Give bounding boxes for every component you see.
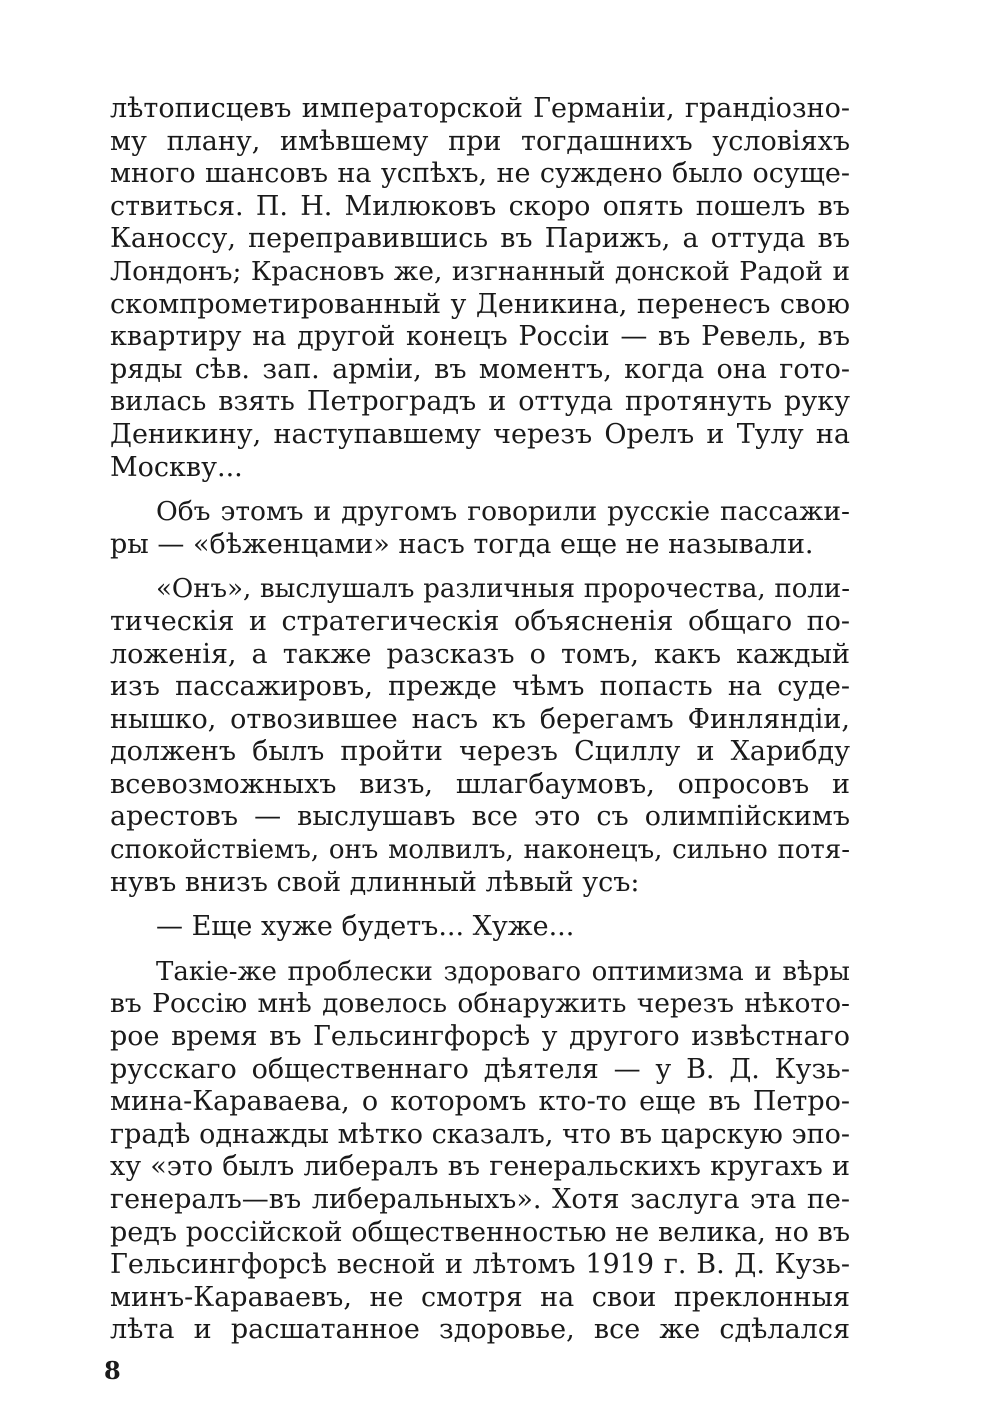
body-text: [110, 93, 850, 1347]
text-line: Деникину, наступавшему черезъ Орелъ и Тулу на: [110, 418, 850, 450]
text-line: ложенія, а также разсказъ о томъ, какъ каждый: [110, 638, 850, 670]
text-line: ряды сѣв. зап. арміи, въ моментъ, когда она гото-: [110, 353, 850, 385]
text-line: Такіе-же проблески здороваго оптимизма и вѣры: [156, 956, 850, 987]
text-line: долженъ былъ пройти черезъ Сциллу и Харибду: [110, 736, 850, 768]
text-line: мина-Караваева, о которомъ кто-то еще въ Петро-: [110, 1086, 850, 1118]
text-line: изъ пассажировъ, прежде чѣмъ попасть на суде-: [110, 671, 850, 703]
text-line: Лондонъ; Красновъ же, изгнанный донской Радой и: [110, 255, 850, 287]
text-line: генералъ—въ либеральныхъ». Хотя заслуга эта пе-: [110, 1184, 850, 1215]
text-line: Каноссу, переправившись въ Парижъ, а оттуда въ: [110, 223, 850, 255]
text-line: «Онъ», выслушалъ различныя пророчества, поли-: [156, 574, 850, 605]
text-line: ствиться. П. Н. Милюковъ скоро опять пошелъ въ: [110, 190, 850, 222]
text-line: спокойствіемъ, онъ молвилъ, наконецъ, сильно потя-: [110, 835, 850, 866]
text-line: градѣ однажды мѣтко сказалъ, что въ царскую эпо-: [110, 1118, 850, 1150]
page-number: 8: [104, 1356, 121, 1385]
text-line: Объ этомъ и другомъ говорили русскіе пассажи-: [156, 496, 850, 528]
text-line: всевозможныхъ визъ, шлагбаумовъ, опросовъ и: [110, 768, 850, 800]
text-line: нышко, отвозившее насъ къ берегамъ Финляндіи,: [110, 703, 850, 735]
text-line: арестовъ — выслушавъ все это съ олимпійскимъ: [110, 801, 850, 833]
text-line: ры — «бѣженцами» насъ тогда еще не называли.: [110, 528, 814, 560]
text-line: скомпрометированный у Деникина, перенесъ свою: [110, 288, 850, 320]
text-line: Москву...: [110, 451, 243, 483]
text-line: му плану, имѣвшему при тогдашнихъ условіяхъ: [110, 125, 850, 157]
text-line: рое время въ Гельсингфорсѣ у другого извѣстнаго: [110, 1021, 850, 1053]
text-line: лѣтописцевъ императорской Германіи, грандіозно-: [110, 93, 850, 124]
text-line: много шансовъ на успѣхъ, не суждено было осуще-: [110, 158, 850, 190]
text-line: квартиру на другой конецъ Россіи — въ Ревель, въ: [110, 321, 850, 353]
text-line: редъ россійской общественностью не велика, но въ: [110, 1216, 850, 1248]
text-line: русскаго общественнаго дѣятеля — у В. Д. Кузь-: [110, 1053, 850, 1085]
text-line: минъ-Караваевъ, не смотря на свои преклонныя: [110, 1281, 850, 1313]
text-line: ху «это былъ либералъ въ генеральскихъ кругахъ и: [110, 1151, 850, 1183]
text-line: — Еще хуже будетъ... Хуже...: [156, 911, 575, 943]
text-line: вилась взять Петроградъ и оттуда протянуть руку: [110, 386, 850, 418]
text-line: Гельсингфорсѣ весной и лѣтомъ 1919 г. В. Д. Кузь-: [110, 1249, 850, 1281]
text-line: въ Россію мнѣ довелось обнаружить черезъ нѣкото-: [110, 988, 850, 1020]
text-line: нувъ внизъ свой длинный лѣвый усъ:: [110, 866, 640, 898]
text-line: тическія и стратегическія объясненія общаго по-: [110, 605, 850, 637]
text-line: лѣта и расшатанное здоровье, все же сдѣлался: [110, 1314, 850, 1346]
